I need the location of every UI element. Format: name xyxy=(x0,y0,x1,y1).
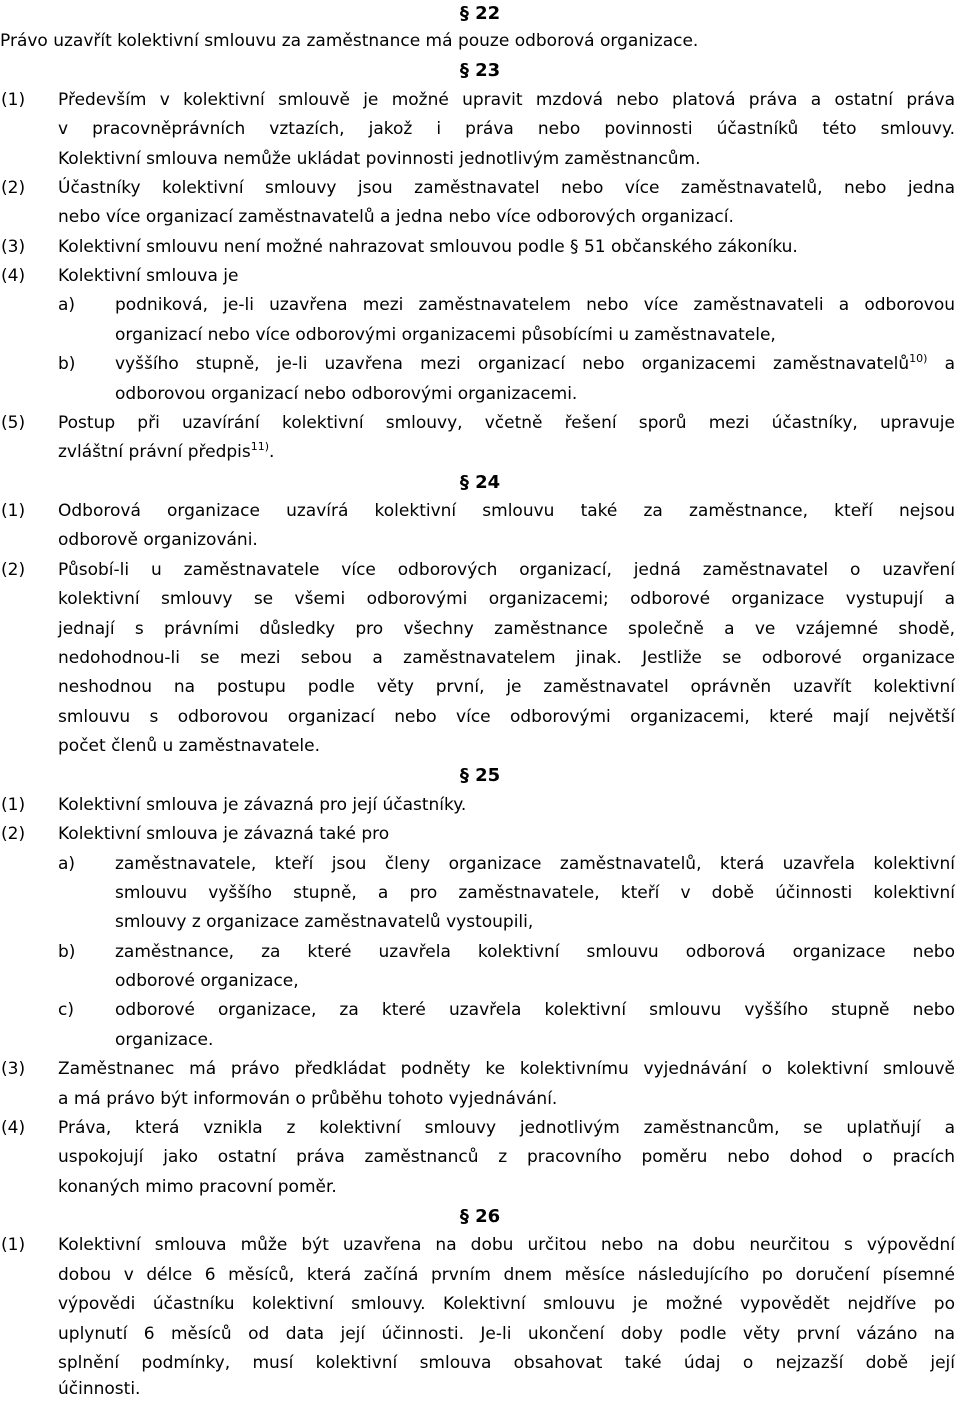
text-line xyxy=(0,967,960,996)
item-letter: c) xyxy=(58,1000,74,1021)
text-line xyxy=(0,556,960,585)
paragraph-number: (3) xyxy=(1,1059,26,1080)
text-line xyxy=(0,321,960,350)
item-text: zaměstnance, za které uzavřela kolektivní smlouvu odborová organizace nebo xyxy=(115,941,955,962)
paragraph-text: Kolektivní smlouva nemůže ukládat povinnosti jednotlivým zaměstnancům. xyxy=(58,148,701,169)
paragraph-number: (4) xyxy=(1,1117,26,1138)
text-line xyxy=(0,791,960,820)
paragraph-text: Účastníky kolektivní smlouvy jsou zaměstnavatel nebo více zaměstnavatelů, nebo jedna xyxy=(58,177,955,198)
text-line xyxy=(0,703,960,732)
text-line xyxy=(0,673,960,702)
item-text: odborovou organizací nebo odborovými organizacemi. xyxy=(115,383,578,404)
paragraph xyxy=(0,174,960,233)
section-heading: § 23 xyxy=(459,60,501,82)
paragraph-text: Kolektivní smlouva je závazná pro její účastníky. xyxy=(58,794,467,815)
text-line xyxy=(0,1231,960,1260)
item-text xyxy=(115,350,955,379)
paragraph xyxy=(0,1114,960,1202)
section-heading-row xyxy=(0,761,960,790)
paragraph-text: Především v kolektivní smlouvě je možné upravit mzdová nebo platová práva a ostatní práva xyxy=(58,89,955,110)
paragraph-text: jednají s právními důsledky pro všechny zaměstnance společně a ve vzájemné shodě, xyxy=(58,618,955,639)
section-26 xyxy=(0,1202,960,1401)
paragraph-number: (1) xyxy=(1,1235,26,1256)
section-24 xyxy=(0,468,960,762)
text-line xyxy=(0,732,960,761)
text-line xyxy=(0,233,960,262)
paragraph-text: nedohodnou-li se mezi sebou a zaměstnavatelem jinak. Jestliže se odborové organizace xyxy=(58,647,955,668)
paragraph-text: Kolektivní smlouvu není možné nahrazovat smlouvou podle § 51 občanského zákoníku. xyxy=(58,236,798,257)
section-22 xyxy=(0,0,960,56)
item-letter: a) xyxy=(58,295,76,316)
paragraph-text: konaných mimo pracovní poměr. xyxy=(58,1176,337,1197)
item-letter: a) xyxy=(58,853,76,874)
text-line xyxy=(0,497,960,526)
section-23 xyxy=(0,56,960,467)
text-line xyxy=(0,380,960,409)
paragraph-text: uspokojují jako ostatní práva zaměstnanců z pracovního poměru nebo dohod o pracích xyxy=(58,1147,955,1168)
item-letter: b) xyxy=(58,941,76,962)
paragraph-text: smlouvu s odborovou organizací nebo více odborovými organizacemi, které mají největší xyxy=(58,706,955,727)
section-heading-row xyxy=(0,56,960,85)
item-text: odborové organizace, xyxy=(115,971,299,991)
section-heading: § 22 xyxy=(459,3,501,24)
paragraph-text xyxy=(58,438,955,467)
list-item xyxy=(0,938,960,997)
section-heading-row xyxy=(0,0,960,27)
text-line xyxy=(0,1378,960,1401)
paragraph-text-part: . xyxy=(269,442,275,463)
text-line xyxy=(0,145,960,174)
list-item xyxy=(0,350,960,409)
paragraph xyxy=(0,497,960,556)
item-text: zaměstnavatele, kteří jsou členy organizace zaměstnavatelů, která uzavřela kolektivní xyxy=(115,853,955,874)
text-line xyxy=(0,1085,960,1114)
footnote-ref: 11) xyxy=(250,440,270,454)
paragraph-text: Kolektivní smlouva je závazná také pro xyxy=(58,824,390,845)
text-line xyxy=(0,585,960,614)
paragraph-number: (5) xyxy=(1,412,26,433)
paragraph xyxy=(0,409,960,468)
text-line xyxy=(0,350,960,379)
paragraph-text: Postup při uzavírání kolektivní smlouvy, včetně řešení sporů mezi účastníky, upravuje xyxy=(58,412,955,433)
text-line xyxy=(0,86,960,115)
paragraph xyxy=(0,556,960,762)
section-heading-row xyxy=(0,1202,960,1231)
section-heading: § 26 xyxy=(459,1206,501,1227)
text-line xyxy=(0,996,960,1025)
text-line xyxy=(0,174,960,203)
paragraph xyxy=(0,262,960,409)
item-text: podniková, je-li uzavřena mezi zaměstnavatelem nebo více zaměstnavateli a odborovou xyxy=(115,295,955,316)
paragraph-number: (3) xyxy=(1,236,26,257)
paragraph-text: splnění podmínky, musí kolektivní smlouva obsahovat také údaj o nejzazší době její xyxy=(58,1352,955,1373)
paragraph-text: Odborová organizace uzavírá kolektivní smlouvu také za zaměstnance, kteří nejsou xyxy=(58,501,955,521)
text-line xyxy=(0,409,960,438)
paragraph-number: (4) xyxy=(1,266,26,286)
text-line xyxy=(0,1026,960,1055)
item-text: smlouvu vyššího stupně, a pro zaměstnavatele, kteří v době účinnosti kolektivní xyxy=(115,882,955,903)
paragraph-text: Kolektivní smlouva může být uzavřena na dobu určitou nebo na dobu neurčitou s výpovědní xyxy=(58,1235,955,1256)
paragraph-text: počet členů u zaměstnavatele. xyxy=(58,736,320,756)
paragraph-text: Práva, která vznikla z kolektivní smlouvy jednotlivým zaměstnancům, se uplatňují a xyxy=(58,1117,955,1138)
paragraph xyxy=(0,86,960,174)
text-line xyxy=(0,938,960,967)
text-line xyxy=(0,615,960,644)
paragraph-text: nebo více organizací zaměstnavatelů a jedna nebo více odborových organizací. xyxy=(58,207,734,228)
item-text: odborové organizace, za které uzavřela kolektivní smlouvu vyššího stupně nebo xyxy=(115,1000,955,1021)
text-line xyxy=(0,262,960,291)
footnote-ref: 10) xyxy=(909,352,928,366)
text-line xyxy=(0,203,960,232)
paragraph xyxy=(0,820,960,1055)
paragraph-text-part: zvláštní právní předpis xyxy=(58,442,251,463)
text-line xyxy=(0,644,960,673)
paragraph-number: (2) xyxy=(1,824,26,845)
text-line xyxy=(0,1349,960,1378)
paragraph xyxy=(0,1231,960,1401)
paragraph-text: neshodnou na postupu podle věty první, je zaměstnavatel oprávněn uzavřít kolektivní xyxy=(58,677,955,698)
paragraph-number: (2) xyxy=(1,177,26,198)
paragraph-text: odborově organizováni. xyxy=(58,530,258,551)
section-heading: § 25 xyxy=(459,765,501,787)
paragraph-text: účinnosti. xyxy=(58,1379,141,1400)
paragraph xyxy=(0,233,960,262)
paragraph-number: (1) xyxy=(1,794,26,815)
item-text: organizací nebo více odborovými organizacemi působícími u zaměstnavatele, xyxy=(115,324,776,345)
paragraph-text: Kolektivní smlouva je xyxy=(58,266,239,286)
paragraph-number: (1) xyxy=(1,501,26,521)
text-line xyxy=(0,1261,960,1290)
section-25 xyxy=(0,761,960,1202)
text-line xyxy=(0,1320,960,1349)
text-line xyxy=(0,1290,960,1319)
section-heading-row xyxy=(0,468,960,497)
text-line xyxy=(0,438,960,467)
list-item xyxy=(0,996,960,1055)
paragraph-number: (1) xyxy=(1,89,26,110)
paragraph-text: Právo uzavřít kolektivní smlouvu za zaměstnance má pouze odborová organizace. xyxy=(0,31,699,51)
paragraph-text: výpovědi účastníku kolektivní smlouvy. Kolektivní smlouvu je možné vypovědět nejdříve po xyxy=(58,1294,955,1315)
list-item xyxy=(0,850,960,938)
text-line xyxy=(0,115,960,144)
text-line xyxy=(0,291,960,320)
item-text: organizace. xyxy=(115,1029,214,1050)
item-text-part: vyššího stupně, je-li uzavřena mezi organizací nebo organizacemi zaměstnavatelů xyxy=(115,354,910,375)
paragraph-text: Působí-li u zaměstnavatele více odborových organizací, jedná zaměstnavatel o uzavření xyxy=(58,559,955,580)
text-line xyxy=(0,1055,960,1084)
text-line xyxy=(0,1114,960,1143)
text-line xyxy=(0,1173,960,1202)
item-letter: b) xyxy=(58,354,76,375)
text-line xyxy=(0,1143,960,1172)
paragraph-text: kolektivní smlouvy se všemi odborovými organizacemi; odborové organizace vystupují a xyxy=(58,589,955,610)
text-line xyxy=(0,526,960,555)
text-line xyxy=(0,820,960,849)
paragraph-number: (2) xyxy=(1,559,26,580)
paragraph-text: Zaměstnanec má právo předkládat podněty ke kolektivnímu vyjednávání o kolektivní smlouvě xyxy=(58,1059,955,1080)
text-line xyxy=(0,850,960,879)
text-line xyxy=(0,908,960,937)
paragraph xyxy=(0,791,960,820)
paragraph-text: dobou v délce 6 měsíců, která začíná prvním dnem měsíce následujícího po doručení písemné xyxy=(58,1264,955,1285)
text-line xyxy=(0,27,960,56)
paragraph-text: a má právo být informován o průběhu tohoto vyjednávání. xyxy=(58,1088,558,1109)
paragraph-text: v pracovněprávních vztazích, jakož i práva nebo povinnosti účastníků této smlouvy. xyxy=(58,119,955,140)
item-text-part: a xyxy=(927,354,955,375)
paragraph xyxy=(0,1055,960,1114)
item-text: smlouvy z organizace zaměstnavatelů vystoupili, xyxy=(115,912,534,933)
section-heading: § 24 xyxy=(459,471,501,493)
text-line xyxy=(0,879,960,908)
list-item xyxy=(0,291,960,350)
paragraph-text: uplynutí 6 měsíců od data její účinnosti. Je-li ukončení doby podle věty první vázáno na xyxy=(58,1323,955,1344)
